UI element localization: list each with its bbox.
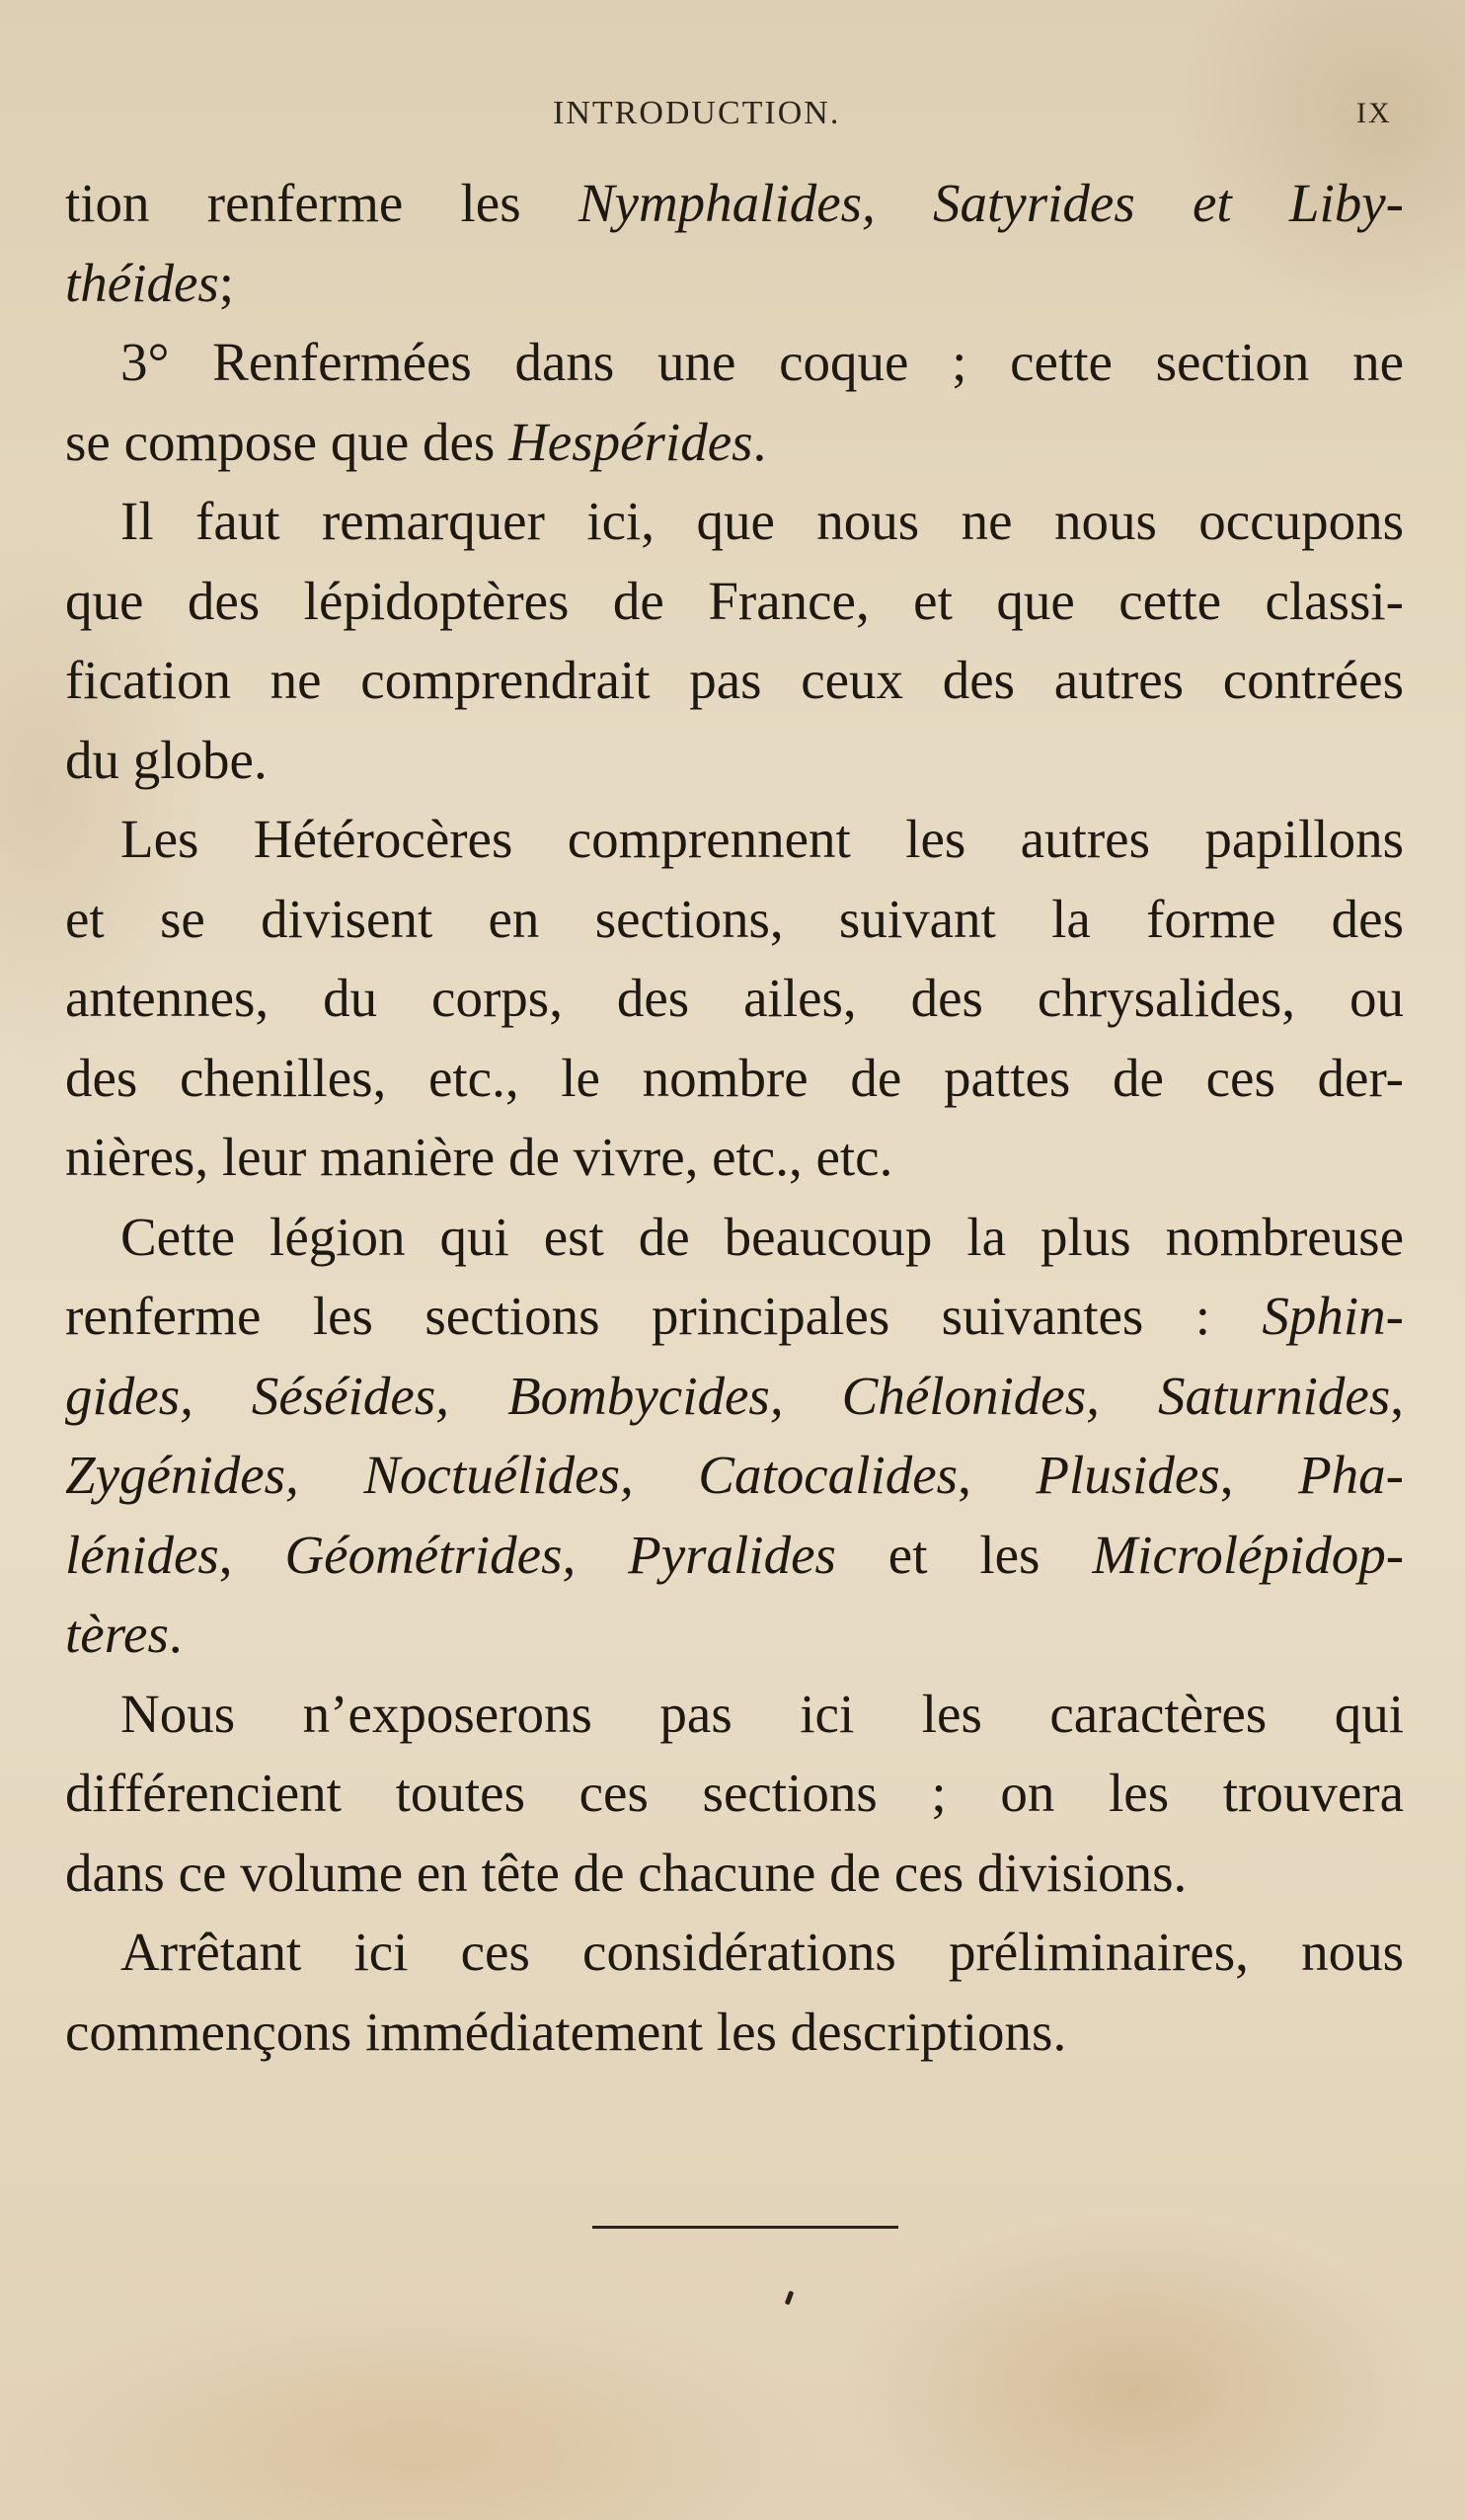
text-run: et se divisent en sections, suivant la forme des [65,888,1404,949]
text-line [65,1118,1404,1198]
italic-run: Zygénides, Noctuélides, Catocalides [65,1445,959,1505]
text-line [65,1913,1404,1993]
paragraph [65,323,1404,482]
ink-fleck [785,2291,794,2306]
text-line [65,323,1404,403]
text-line [65,562,1404,642]
text-line [65,880,1404,960]
text-line [65,959,1404,1039]
text-run: nières, leur manière de vivre, etc., etc. [65,1127,893,1187]
paragraph [65,800,1404,1198]
text-run: des chenilles, etc., le nombre de pattes de ces der- [65,1047,1404,1108]
text-run: du globe. [65,729,268,790]
italic-run: tères [65,1604,169,1664]
text-run: fication ne comprendrait pas ceux des autres contrées [65,650,1404,710]
text-run: commençons immédiatement les descriptions. [65,2001,1067,2062]
text-run: se compose que des [65,411,509,472]
paragraph [65,1913,1404,2072]
italic-run: gides, Séséides, Bombycides, Chélonides, Saturnides [65,1365,1391,1426]
text-line [65,403,1404,483]
text-run: renferme les sections principales suivantes : [65,1286,1263,1346]
text-run: ; [218,252,235,313]
section-rule [592,2226,898,2229]
text-line [65,482,1404,562]
italic-run: Nymphalides, Satyrides et Liby- [578,173,1404,233]
text-run: , [958,1445,1037,1505]
text-line [65,641,1404,721]
text-line [65,244,1404,324]
text-run: Nous n’exposerons pas ici les caractères qui [120,1683,1404,1744]
text-run: . [752,411,767,472]
text-run: Les Hétérocères comprennent les autres papillons [120,809,1404,869]
text-run: Il faut remarquer ici, que nous ne nous occupons [120,491,1404,551]
text-line [65,1834,1404,1914]
text-run: différencient toutes ces sections ; on les trouvera [65,1763,1404,1823]
text-line [65,1277,1404,1357]
paragraph [65,164,1404,323]
text-line [65,1595,1404,1675]
body-text [65,164,1404,2072]
running-head [0,95,1465,144]
text-run: Arrêtant ici ces considérations préliminaires, nous [120,1922,1404,1982]
page-number: IX [1356,97,1392,129]
italic-run: lénides [65,1524,219,1585]
text-line [65,1754,1404,1834]
text-run: antennes, du corps, des ailes, des chrysalides, ou [65,968,1404,1028]
italic-run: Plusides [1036,1445,1220,1505]
italic-run: Pha- [1298,1445,1404,1505]
text-run: que des lépidoptères de France, et que cette classi- [65,570,1404,631]
text-run: . [168,1604,183,1664]
italic-run: théides [65,252,219,313]
text-line [65,1198,1404,1278]
text-line [65,1516,1404,1596]
text-run: , [218,1524,285,1585]
italic-run: Sphin- [1262,1286,1404,1346]
paragraph [65,482,1404,800]
italic-run: Microlépidop- [1092,1524,1405,1585]
italic-run: Géométrides, Pyralides [284,1524,836,1585]
text-run: , [1219,1445,1299,1505]
text-run: et les [835,1524,1093,1585]
text-run: 3° Renfermées dans une coque ; cette section ne [120,332,1404,392]
text-line [65,164,1404,244]
text-run: Cette légion qui est de beaucoup la plus nombreuse [120,1206,1404,1267]
italic-run: Hespérides [508,411,753,472]
text-line [65,1357,1404,1437]
text-line [65,800,1404,880]
paragraph [65,1675,1404,1914]
text-line [65,1993,1404,2073]
running-title: INTRODUCTION. [553,95,841,131]
text-line [65,1436,1404,1516]
text-run: tion renferme les [65,173,578,233]
text-line [65,721,1404,801]
text-run: , [1390,1365,1404,1426]
text-run: dans ce volume en tête de chacune de ces divisions. [65,1842,1188,1903]
text-line [65,1675,1404,1755]
text-line [65,1039,1404,1119]
paragraph [65,1198,1404,1675]
